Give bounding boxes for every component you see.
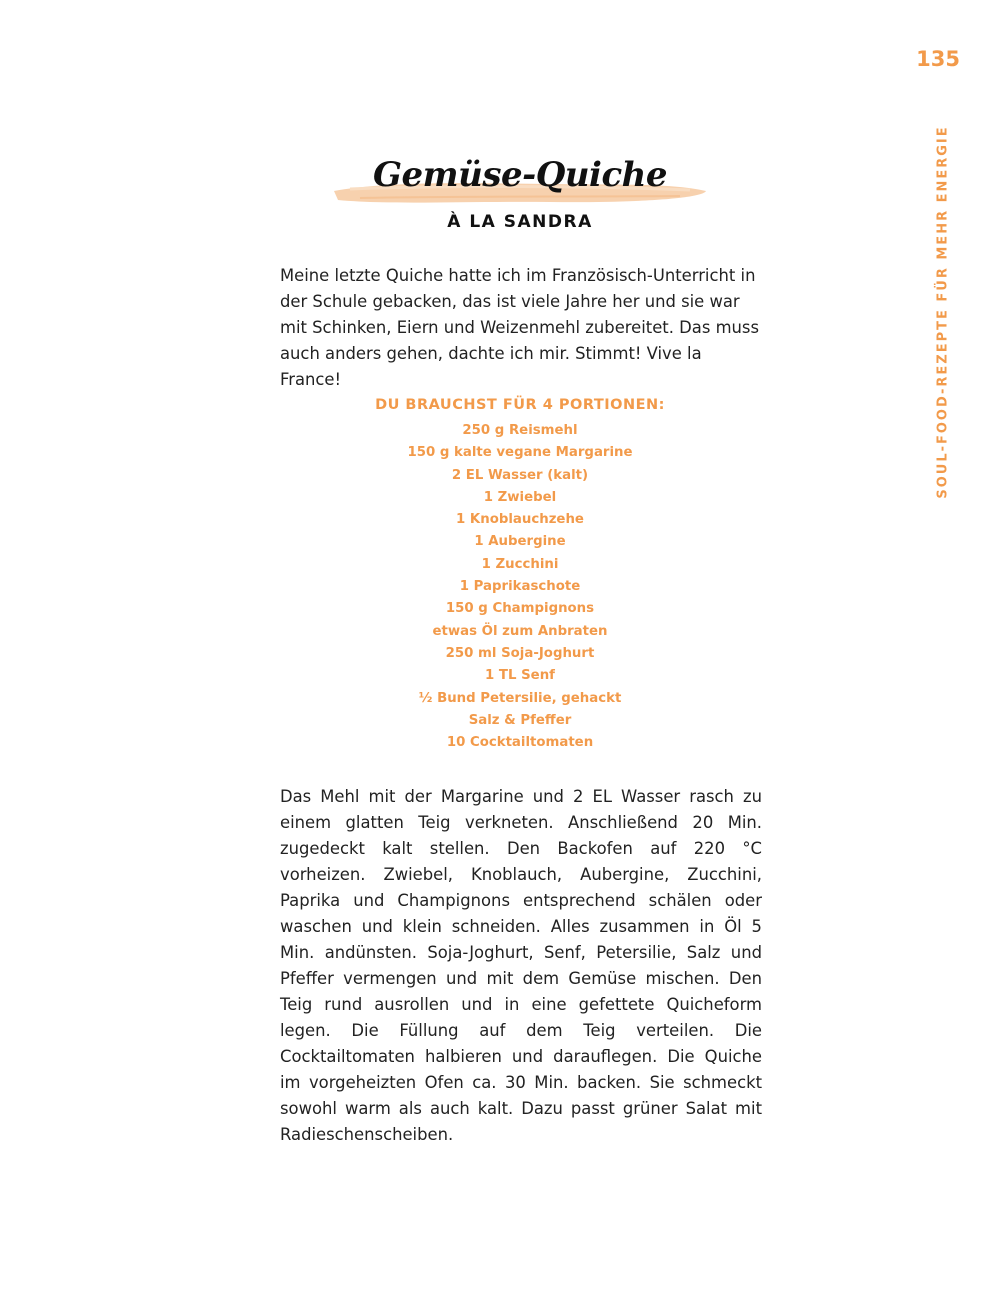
recipe-subtitle: À LA SANDRA	[447, 212, 593, 232]
ingredient-item: etwas Öl zum Anbraten	[432, 623, 608, 639]
ingredient-item: 150 g Champignons	[445, 601, 595, 617]
ingredient-item: 1 Zucchini	[481, 556, 559, 572]
ingredient-item: 250 g Reismehl	[462, 423, 578, 438]
recipe-title-block	[330, 155, 710, 217]
ingredient-item: 1 Paprikaschote	[459, 579, 581, 595]
ingredient-item: 2 EL Wasser (kalt)	[451, 467, 589, 483]
ingredient-item: Salz & Pfeffer	[468, 712, 572, 728]
ingredient-item: ½ Bund Petersilie, gehackt	[418, 690, 622, 706]
ingredients-heading: DU BRAUCHST FÜR 4 PORTIONEN:	[375, 397, 665, 413]
page-number: 135	[916, 47, 960, 71]
section-title-vertical: SOUL-FOOD-REZEPTE FÜR MEHR ENERGIE	[935, 125, 951, 499]
instructions-paragraph: Das Mehl mit der Margarine und 2 EL Wasser rasch zu einem glatten Teig verkneten. Anschließend 20 Min. zugedeckt kalt stellen. Den Backofen auf 220 °C vorheizen. Zwiebel, Knoblauch, Aubergine, Zucchini, Paprika und Champignons entsprechend schälen oder waschen und klein schneiden. Alles zusammen in Öl 5 Min. andünsten. Soja-Joghurt, Senf, Petersilie, Salz und Pfeffer vermengen und mit dem Gemüse mischen. Den Teig rund ausrollen und in eine gefettete Quicheform legen. Die Füllung auf dem Teig verteilen. Die Cocktailtomaten halbieren und darauflegen. Die Quiche im vorgeheizten Ofen ca. 30 Min. backen. Sie schmeckt sowohl warm als auch kalt. Dazu passt grüner Salat mit Radieschenscheiben.	[280, 787, 762, 1144]
ingredient-item: 150 g kalte vegane Margarine	[407, 445, 633, 461]
ingredient-item: 250 ml Soja-Joghurt	[445, 645, 595, 661]
ingredient-item: 10 Cocktailtomaten	[446, 735, 594, 751]
ingredients-list	[300, 420, 740, 754]
ingredient-item: 1 Aubergine	[474, 534, 566, 550]
intro-paragraph: Meine letzte Quiche hatte ich im Französisch-Unterricht in der Schule gebacken, das ist viele Jahre her und sie war mit Schinken, Eiern und Weizenmehl zubereitet. Das muss auch anders gehen, dachte ich mir. Stimmt! Vive la France!	[280, 266, 760, 389]
ingredient-item: 1 TL Senf	[485, 668, 555, 684]
ingredient-item: 1 Knoblauchzehe	[456, 512, 584, 528]
recipe-title: Gemüse-Quiche	[372, 155, 668, 195]
ingredient-item: 1 Zwiebel	[483, 489, 557, 505]
